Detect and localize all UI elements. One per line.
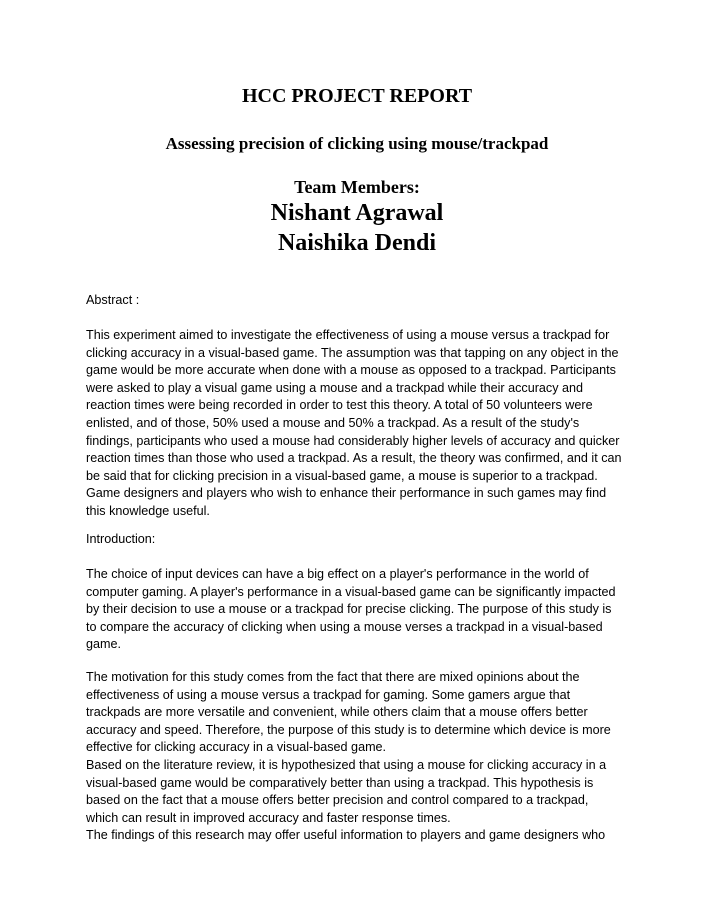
- text-line: trackpads are more versatile and convenient, while others claim that a mouse offers better: [86, 705, 588, 720]
- abstract-paragraph: [86, 327, 646, 521]
- text-line: visual-based game would be comparatively better than using a trackpad. This hypothesis is: [86, 775, 594, 790]
- text-line: The choice of input devices can have a big effect on a player's performance in the world of: [86, 567, 589, 581]
- team-members-label: Team Members:: [294, 177, 420, 197]
- text-line: The findings of this research may offer useful information to players and game designers who: [86, 828, 606, 843]
- introduction-heading: Introduction:: [86, 532, 156, 546]
- text-line: enlisted, and of those, 50% used a mouse and 50% a trackpad. As a result of the study's: [86, 415, 580, 430]
- team-member-name: Naishika Dendi: [277, 230, 437, 256]
- introduction-paragraph-1: [86, 566, 646, 654]
- text-line: accuracy and speed. Therefore, the purpose of this study is to determine which device is more: [86, 722, 611, 737]
- text-line: reaction times than those who used a trackpad. As a result, the theory was confirmed, and it can: [86, 451, 622, 466]
- text-line: This experiment aimed to investigate the effectiveness of using a mouse versus a trackpad for: [86, 328, 610, 342]
- introduction-paragraph-2: [86, 669, 646, 845]
- report-subtitle: Assessing precision of clicking using mouse/trackpad: [165, 134, 549, 153]
- text-line: this knowledge useful.: [86, 503, 210, 518]
- text-line: game.: [86, 637, 122, 652]
- text-line: by their decision to use a mouse or a trackpad for precise clicking. The purpose of this study is: [86, 602, 612, 617]
- text-line: be said that for clicking precision in a visual-based game, a mouse is superior to a trackpad.: [86, 468, 598, 483]
- text-line: Game designers and players who wish to enhance their performance in such games may find: [86, 486, 607, 501]
- text-line: which can result in improved accuracy and faster response times.: [86, 810, 451, 825]
- report-title: HCC PROJECT REPORT: [241, 85, 473, 107]
- text-line: effective for clicking accuracy in a visual-based game.: [86, 740, 387, 755]
- text-line: The motivation for this study comes from the fact that there are mixed opinions about the: [86, 670, 580, 684]
- text-line: based on the fact that a mouse offers better precision and control compared to a trackpad,: [86, 793, 589, 808]
- text-line: effectiveness of using a mouse versus a trackpad for gaming. Some gamers argue that: [86, 687, 571, 702]
- text-line: findings, participants who used a mouse had considerably higher levels of accuracy and quicker: [86, 433, 620, 448]
- text-line: Based on the literature review, it is hypothesized that using a mouse for clicking accuracy in a: [86, 757, 607, 772]
- text-line: reaction times were being recorded in order to test this theory. A total of 50 volunteers were: [86, 398, 593, 413]
- text-line: computer gaming. A player's performance in a visual-based game can be significantly impacted: [86, 584, 616, 599]
- text-line: game would be more accurate when done with a mouse as opposed to a trackpad. Participants: [86, 363, 616, 378]
- text-line: clicking accuracy in a visual-based game. The assumption was that tapping on any object in the: [86, 345, 619, 360]
- text-line: to compare the accuracy of clicking when using a mouse verses a trackpad in a visual-based: [86, 619, 603, 634]
- team-member-name: Nishant Agrawal: [270, 200, 444, 226]
- text-line: were asked to play a visual game using a mouse and a trackpad while their accuracy and: [86, 380, 584, 395]
- abstract-heading: Abstract :: [86, 293, 140, 307]
